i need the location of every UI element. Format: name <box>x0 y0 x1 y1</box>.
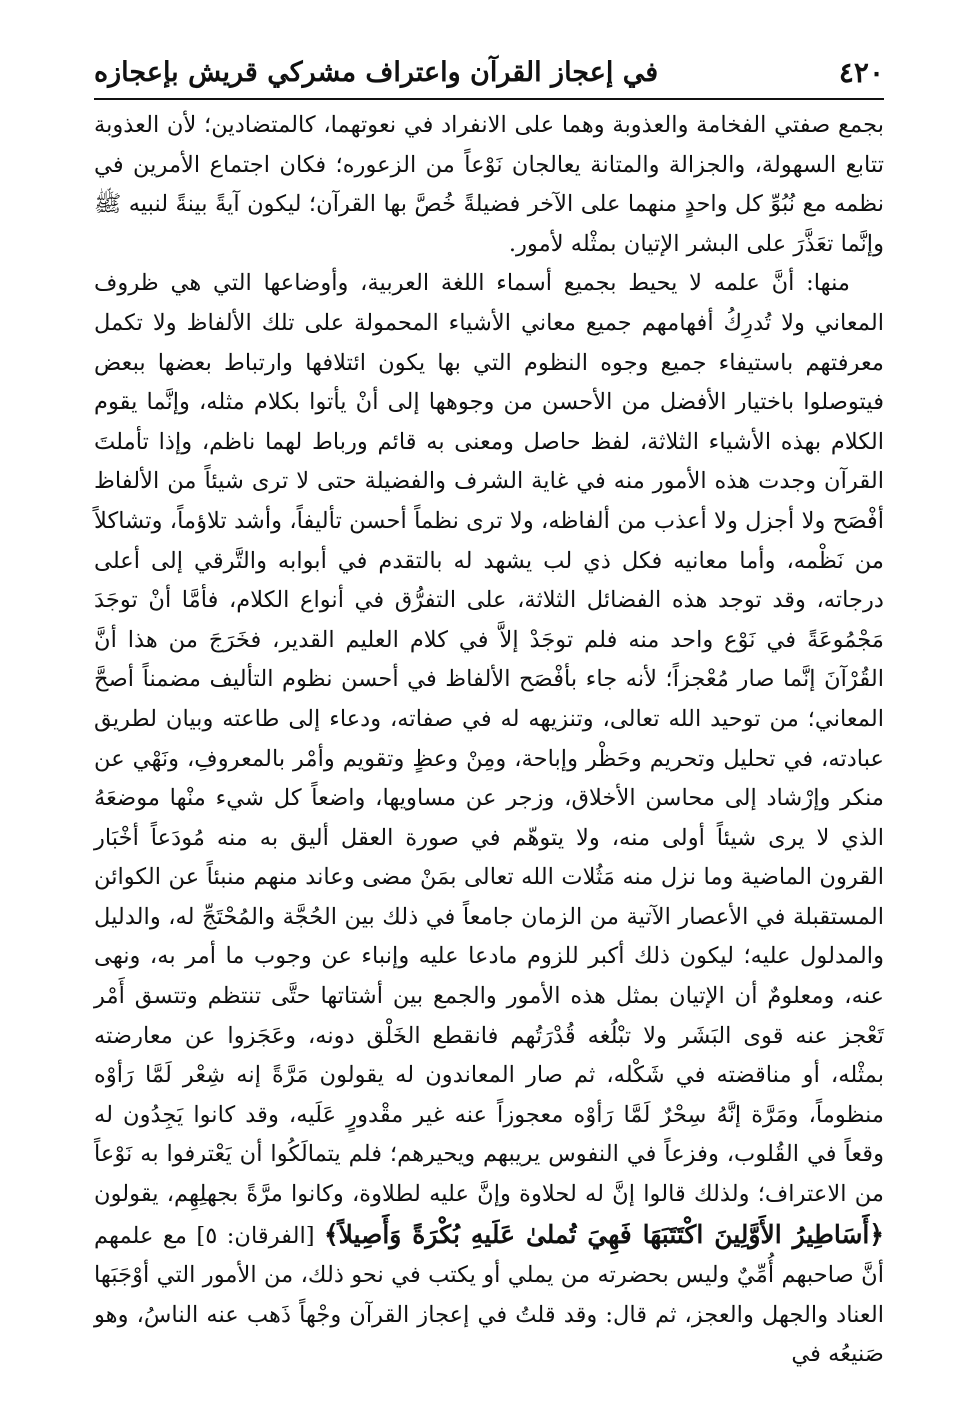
running-title: في إعجاز القرآن واعتراف مشركي قريش بإعجازه <box>94 57 659 88</box>
page-number: ٤٢٠ <box>838 56 884 89</box>
book-page <box>94 48 884 1375</box>
body-text <box>94 106 884 1375</box>
paragraph <box>94 264 884 1375</box>
quran-verse: ﴿أَسَاطِيرُ الأَوَّلِينَ اكْتَتَبَهَا فَهِيَ تُملىٰ عَلَيهِ بُكْرَةً وَأَصِيلاً﴾ <box>323 1219 885 1249</box>
paragraph-text: منها: أنَّ علمه لا يحيط بجميع أسماء اللغة العربية، وأوضاعها التي هي ظروف المعاني ولا تُدرِكُ أفهامهم جميع معاني الأشياء المحمولة على تلك الألفاظ ولا تكمل معرفتهم باستيفاء جميع وجوه النظوم التي بها يكون ائتلافها وارتباط بعضها ببعض فيتوصلوا باختيار الأفضل من الأحسن من وجوهها إلى أنْ يأتوا بكلام مثله، وإنَّما يقوم الكلام بهذه الأشياء الثلاثة، لفظ حاصل ومعنى به قائم ورباط لهما ناظم، وإذا تأملتَ القرآن وجدت هذه الأمور منه في غاية الشرف والفضيلة حتى لا ترى شيئاً من الألفاظ أفْصَح ولا أجزل ولا أعذب من ألفاظه، ولا ترى نظماً أحسن تأليفاً، وأشد تلاؤماً، وتشاكلاً من نَظْمه، وأما معانيه فكل ذي لب يشهد له بالتقدم في أبوابه والتَّرقي إلى أعلى درجاته، وقد توجد هذه الفضائل الثلاثة، على التفرُّق في أنواع الكلام، فأمَّا أنْ توجَدَ مَجْمُوعَةً في نَوْع واحد منه فلم توجَدْ إلاَّ في كلام العليم القدير، فخَرَجَ من هذا أنَّ القُرْآنَ إنَّما صار مُعْجزاً؛ لأنه جاء بأفْصَح الألفاظ في أحسن نظوم التأليف مضمناً أصحَّ المعاني؛ من توحيد الله تعالى، وتنزيهه له في صفاته، ودعاء إلى طاعته وبيان لطريق عبادته، في تحليل وتحريم وحَظْر وإباحة، ومِنْ وعظٍ وتقويم وأمْر بالمعروفِ، ونَهْي عن منكر وإرْشاد إلى محاسن الأخلاق، وزجر عن مساويها، واضعاً كل شيء منْها موضعَهُ الذي لا يرى شيئاً أولى منه، ولا يتوهّم في صورة العقل أليق به منه مُودَعاً أخْبَار القرون الماضية وما نزل منه مَثُلات الله تعالى بمَنْ مضى وعاند منهم منبئاً عن الكوائن المستقبلة في الأعصار الآتية من الزمان جامعاً في ذلك بين الحُجَّة والمُحْتَجِّ له، والدليل والمدلول عليه؛ ليكون ذلك أكبر للزوم مادعا عليه وإنباء عن وجوب ما أمر به، ونهى عنه، ومعلومٌ أن الإتيان بمثل هذه الأمور والجمع بين أشتاتها حتَّى تنتظم وتتسق أَمْر تَعْجز عنه قوى البَشَر ولا تبْلُغه قُدْرَتُهم فانقطع الخَلْق دونه، وعَجَزوا عن معارضته بمثْله، أو مناقضته في شَكْله، ثم صار المعاندون له يقولون مَرَّةً إنه شِعْر لَمَّا رَأوْه منظوماً، ومَرَّة إنَّهُ سِحْرٌ لَمَّا رَأوْه معجوزاً عنه غير مقْدورٍ عَلَيه، وقد كانوا يَجِدُون له وقعاً في القُلوب، وفزعاً في النفوس يريبهم ويحيرهم؛ فلم يتمالَكُوا أن يَعْترفوا به نَوْعاً من الاعتراف؛ ولذلك قالوا إنَّ له لحلاوة وإنَّ عليه لطلاوة، وكانوا مرَّةً بجهلِهِم، يقولون <box>94 270 884 1208</box>
page-header <box>94 48 884 94</box>
header-divider <box>94 98 884 100</box>
paragraph-continuation: [الفرقان: ٥] مع علمهم أنَّ صاحبهم أُمِّيٌ وليس بحضرته من يملي أو يكتب في نحو ذلك، من الأمور التي أوْجَبَها العناد والجهل والعجز، ثم قال: وقد قلتُ في إعجاز القرآن وجْهاً ذَهب عنه الناسُ، وهو صَنيعُه في <box>94 1222 884 1368</box>
paragraph: بجمع صفتي الفخامة والعذوبة وهما على الانفراد في نعوتهما، كالمتضادين؛ لأن العذوبة تتابع السهولة، والجزالة والمتانة يعالجان نَوْعاً من الزعوره؛ فكان اجتماع الأمرين في نظمه مع نُبُوِّ كل واحدٍ منهما على الآخر فضيلةً خُصَّ بها القرآن؛ ليكون آيةً بينةً لنبيه ﷺ وإنَّما تعَذَّرَ على البشر الإتيان بمثْله لأمور. <box>94 112 884 257</box>
